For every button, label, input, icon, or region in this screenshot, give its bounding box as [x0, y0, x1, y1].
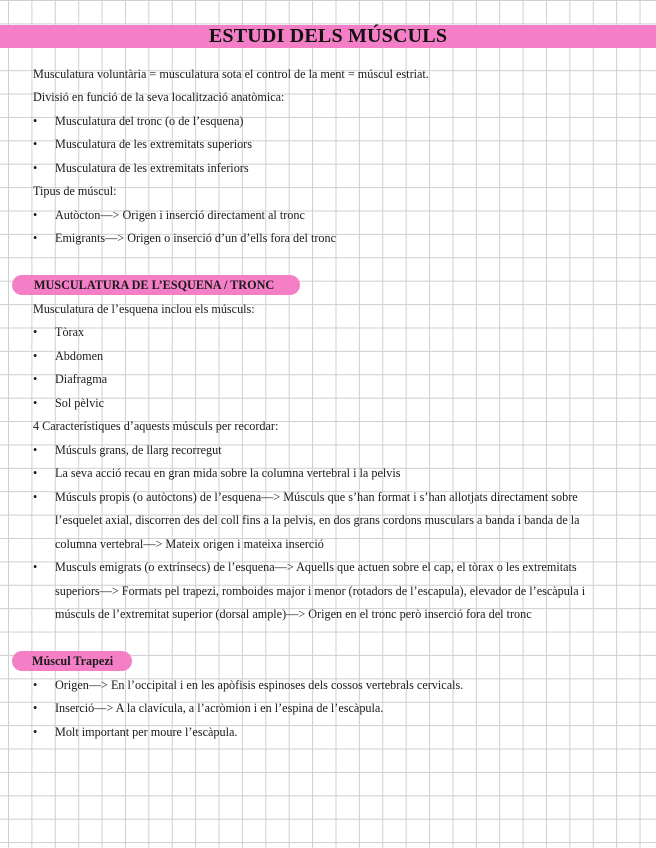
list-item: Origen—> En l’occipital i en les apòfisis espinoses dels cossos vertebrals cervicals.: [55, 678, 464, 692]
list-item: Abdomen: [55, 349, 104, 363]
list-item: Autòcton—> Origen i inserció directament al tronc: [55, 208, 305, 222]
bullet-icon: •: [33, 701, 38, 715]
list-item: Musculatura de les extremitats superiors: [55, 137, 252, 151]
list-item: Molt important per moure l’escàpula.: [55, 725, 238, 739]
section-heading-back: MUSCULATURA DE L’ESQUENA / TRONC: [12, 275, 300, 295]
list-item: La seva acció recau en gran mida sobre la columna vertebral i la pelvis: [55, 466, 401, 480]
bullet-icon: •: [33, 396, 38, 410]
list-item-line: superiors—> Formats pel trapezi, romboides major i menor (rotadors de l’escapula), elevador de l’escàpula i: [55, 584, 586, 598]
bullet-icon: •: [33, 161, 38, 175]
bullet-icon: •: [33, 466, 38, 480]
includes-label: Musculatura de l’esquena inclou els músculs:: [33, 302, 255, 316]
types-label: Tipus de múscul:: [33, 184, 117, 198]
list-item: Musculatura de les extremitats inferiors: [55, 161, 249, 175]
list-item-line: Musculs emigrats (o extrínsecs) de l’esquena—> Aquells que actuen sobre el cap, el tòrax o les extremitats: [55, 560, 577, 574]
bullet-icon: •: [33, 560, 38, 574]
bullet-icon: •: [33, 490, 38, 504]
list-item-line: columna vertebral—> Mateix origen i mateixa inserció: [55, 537, 324, 551]
bullet-icon: •: [33, 208, 38, 222]
bullet-icon: •: [33, 325, 38, 339]
features-label: 4 Característiques d’aquests músculs per recordar:: [33, 419, 279, 433]
bullet-icon: •: [33, 372, 38, 386]
list-item-line: l’esquelet axial, discorren des del coll fins a la pelvis, en dos grans cordons musculars a banda i banda de la: [55, 513, 580, 527]
list-item-line: músculs de l’extremitat superior (dorsal ample)—> Origen en el tronc però inserció fora del tronc: [55, 607, 532, 621]
list-item: Emigrants—> Origen o inserció d’un d’ells fora del tronc: [55, 231, 337, 245]
list-item: Inserció—> A la clavícula, a l’acròmion i en l’espina de l’escàpula.: [55, 701, 384, 715]
bullet-icon: •: [33, 725, 38, 739]
section-heading-trapezi: Múscul Trapezi: [12, 651, 132, 671]
bullet-icon: •: [33, 137, 38, 151]
list-item: Tòrax: [55, 325, 85, 339]
intro-line-2: Divisió en funció de la seva localització anatòmica:: [33, 90, 285, 104]
page-title: ESTUDI DELS MÚSCULS: [208, 25, 448, 47]
bullet-icon: •: [33, 443, 38, 457]
list-item-line: Músculs propis (o autòctons) de l’esquena—> Músculs que s’han format i s’han allotjats directament sobre: [55, 490, 578, 504]
bullet-icon: •: [33, 114, 38, 128]
list-item: Músculs grans, de llarg recorregut: [55, 443, 222, 457]
intro-line-1: Musculatura voluntària = musculatura sota el control de la ment = múscul estriat.: [33, 67, 429, 81]
list-item: Diafragma: [55, 372, 108, 386]
list-item: Sol pèlvic: [55, 396, 105, 410]
list-item: Musculatura del tronc (o de l’esquena): [55, 114, 244, 128]
bullet-icon: •: [33, 678, 38, 692]
title-banner: [0, 25, 656, 48]
bullet-icon: •: [33, 231, 38, 245]
bullet-icon: •: [33, 349, 38, 363]
